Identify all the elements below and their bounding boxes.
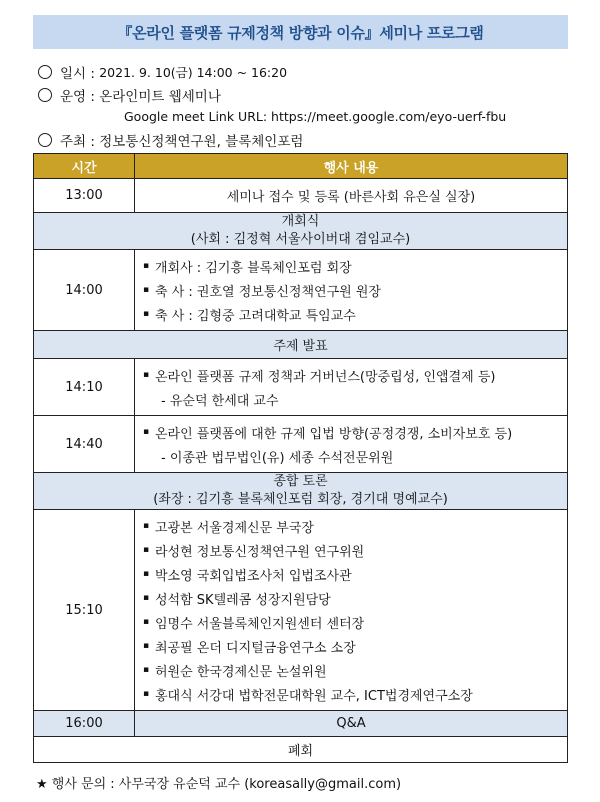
list-item: ▪ 축 사 : 권호열 정보통신정책연구원 원장 bbox=[143, 284, 381, 300]
bullet-icon: ▪ bbox=[143, 309, 150, 319]
event-info bbox=[38, 62, 578, 150]
bullet-icon: ▪ bbox=[143, 370, 150, 380]
discussion-title: 종합 토론 bbox=[273, 474, 328, 489]
talk1-row bbox=[34, 359, 568, 416]
meet-link[interactable]: Google meet Link URL: https://meet.google.com/eyo-uerf-fbu bbox=[124, 108, 507, 124]
closing-text: 폐회 bbox=[34, 737, 568, 763]
closing-row bbox=[34, 737, 568, 763]
bullet-icon: ▪ bbox=[143, 641, 150, 651]
list-item: ▪ 고광본 서울경제신문 부국장 bbox=[143, 520, 314, 536]
talk2-row bbox=[34, 416, 568, 473]
header-content: 행사 내용 bbox=[135, 154, 568, 179]
circle-icon bbox=[38, 88, 52, 102]
opening-section-row bbox=[34, 213, 568, 250]
list-item: ▪ 박소영 국회입법조사처 입법조사관 bbox=[143, 568, 352, 584]
list-item: ▪ 온라인 플랫폼 규제 정책과 거버넌스(망중립성, 인앱결제 등) bbox=[143, 369, 496, 385]
host-value: 정보통신정책연구원, 블록체인포럼 bbox=[99, 134, 304, 150]
panel-row bbox=[34, 510, 568, 711]
table-header bbox=[34, 154, 568, 179]
circle-icon bbox=[38, 133, 52, 147]
registration-row bbox=[34, 179, 568, 213]
discussion-subtitle: (좌장 : 김기흥 블록체인포럼 회장, 경기대 명예교수) bbox=[153, 492, 448, 507]
theme-section-row bbox=[34, 331, 568, 359]
date-label: 일시 : bbox=[60, 66, 95, 82]
list-item: ▪ 허원순 한국경제신문 논설위원 bbox=[143, 664, 327, 680]
list-item: ▪ 최공필 온더 디지털금융연구소 소장 bbox=[143, 640, 356, 656]
bullet-icon: ▪ bbox=[143, 689, 150, 699]
discussion-section-row bbox=[34, 473, 568, 510]
theme-section: 주제 발표 bbox=[34, 331, 568, 359]
bullet-icon: ▪ bbox=[143, 261, 150, 271]
list-item: ▪ 개회사 : 김기흥 블록체인포럼 회장 bbox=[143, 260, 352, 276]
registration-time: 13:00 bbox=[34, 179, 135, 213]
header-time: 시간 bbox=[34, 154, 135, 179]
circle-icon bbox=[38, 65, 52, 79]
bullet-icon: ▪ bbox=[143, 545, 150, 555]
operation-row bbox=[38, 85, 578, 105]
bullet-icon: ▪ bbox=[143, 285, 150, 295]
opening-time: 14:00 bbox=[34, 250, 135, 331]
bullet-icon: ▪ bbox=[143, 665, 150, 675]
bullet-icon: ▪ bbox=[143, 427, 150, 437]
list-item: ▪ 성석함 SK텔레콤 성장지원담당 bbox=[143, 592, 331, 608]
talk2-cell bbox=[135, 416, 568, 473]
bullet-icon: ▪ bbox=[143, 521, 150, 531]
speaker: - 유순덕 한세대 교수 bbox=[161, 393, 279, 409]
talk1-cell bbox=[135, 359, 568, 416]
program-table bbox=[33, 153, 568, 763]
opening-title: 개회식 bbox=[281, 214, 320, 229]
qa-row bbox=[34, 711, 568, 737]
registration-text: 세미나 접수 및 등록 (바른사회 유은실 실장) bbox=[135, 179, 568, 213]
talk1-time: 14:10 bbox=[34, 359, 135, 416]
speaker: - 이종관 법무법인(유) 세종 수석전문위원 bbox=[161, 450, 394, 466]
panel-time: 15:10 bbox=[34, 510, 135, 711]
bullet-icon: ▪ bbox=[143, 617, 150, 627]
page-title: 『온라인 플랫폼 규제정책 방향과 이슈』세미나 프로그램 bbox=[33, 15, 568, 49]
operation-value: 온라인미트 웹세미나 bbox=[99, 89, 221, 105]
list-item: ▪ 임명수 서울블록체인지원센터 센터장 bbox=[143, 616, 365, 632]
opening-items-row bbox=[34, 250, 568, 331]
discussion-section bbox=[34, 473, 568, 510]
date-value: 2021. 9. 10(금) 14:00 ~ 16:20 bbox=[99, 65, 288, 80]
list-item: ▪ 라성현 정보통신정책연구원 연구위원 bbox=[143, 544, 365, 560]
list-item: ▪ 온라인 플랫폼에 대한 규제 입법 방향(공정경쟁, 소비자보호 등) bbox=[143, 426, 513, 442]
host-label: 주최 : bbox=[60, 134, 95, 150]
opening-subtitle: (사회 : 김정혁 서울사이버대 겸임교수) bbox=[190, 232, 411, 247]
qa-time: 16:00 bbox=[34, 711, 135, 737]
host-row bbox=[38, 130, 578, 150]
contact-footer: ★ 행사 문의 : 사무국장 유순덕 교수 (koreasally@gmail.com) bbox=[36, 777, 402, 792]
qa-text: Q&A bbox=[135, 711, 568, 737]
operation-label: 운영 : bbox=[60, 89, 95, 105]
date-row bbox=[38, 62, 578, 82]
bullet-icon: ▪ bbox=[143, 569, 150, 579]
talk2-time: 14:40 bbox=[34, 416, 135, 473]
panel-cell bbox=[135, 510, 568, 711]
list-item: ▪ 축 사 : 김형중 고려대학교 특임교수 bbox=[143, 308, 356, 324]
opening-items-cell bbox=[135, 250, 568, 331]
list-item: ▪ 홍대식 서강대 법학전문대학원 교수, ICT법경제연구소장 bbox=[143, 688, 473, 704]
bullet-icon: ▪ bbox=[143, 593, 150, 603]
opening-section bbox=[34, 213, 568, 250]
